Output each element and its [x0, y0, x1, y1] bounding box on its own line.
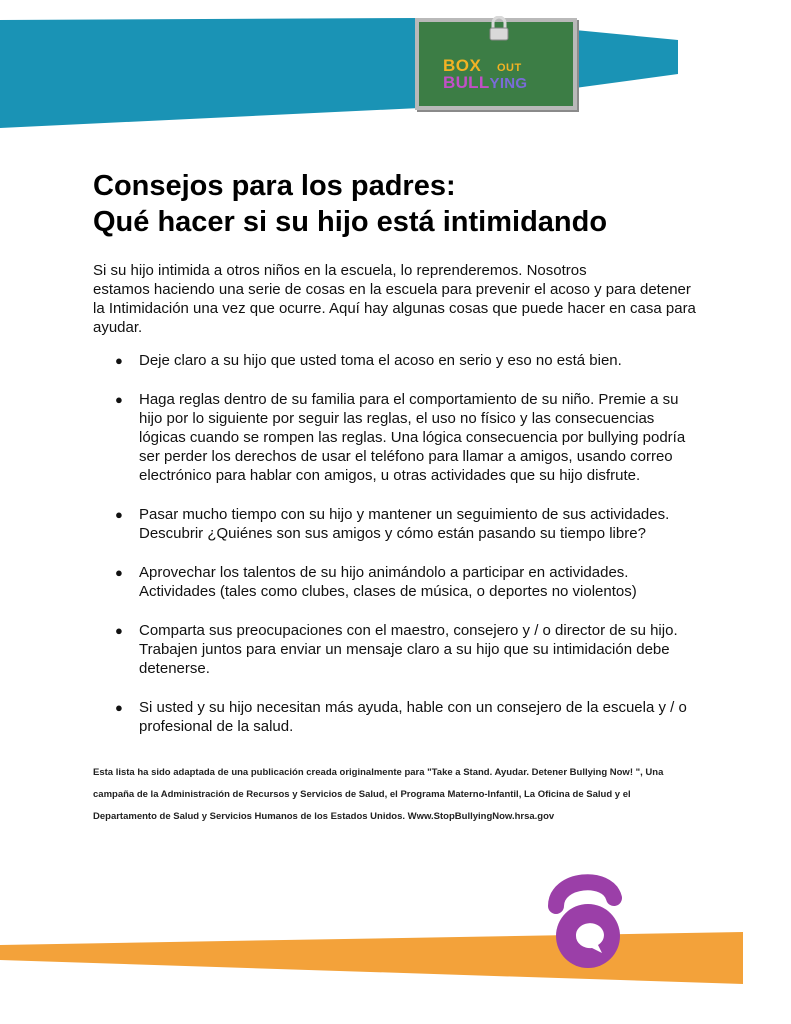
- source-note: Esta lista ha sido adaptada de una publicación creada originalmente para "Take a Stand. Ayudar. Detener Bullying Now! ", Una campaña de la Administración de Recursos y Servicios de Salud, el Programa Materno-Infantil, La Oficina de Salud y el Departamento de Salud y Servicios Humanos de los Estados Unidos. Www.StopBullyingNow.hrsa.gov: [93, 767, 664, 822]
- tip-item: [93, 698, 703, 736]
- tip-text: Pasar mucho tiempo con su hijo y mantener un seguimiento de sus actividades. Descubrir ¿Quiénes son sus amigos y cómo están pasando su tiempo libre?: [139, 506, 670, 542]
- padlock-icon: [487, 16, 511, 42]
- bullet-icon: ●: [115, 565, 123, 580]
- purple-padlock-icon: [536, 872, 640, 972]
- bottom-orange-band: [0, 860, 791, 1024]
- tip-text: Haga reglas dentro de su familia para el comportamiento de su niño. Premie a su hijo por lo siguiente por seguir las reglas, el uso no físico y las consecuencias lógicas cuando se rompen las reglas. Una lógica consecuencia por bullying podría ser perder los derechos de usar el teléfono para llamar a amigos, usando correo electrónico para hablar con amigos, u otras actividades que su hijo disfrute.: [139, 391, 686, 484]
- page-title: [93, 168, 607, 240]
- tip-text: Deje claro a su hijo que usted toma el acoso en serio y eso no está bien.: [139, 352, 622, 369]
- tips-list: [93, 351, 703, 756]
- tip-text: Si usted y su hijo necesitan más ayuda, hable con un consejero de la escuela y / o profesional de la salud.: [139, 699, 687, 735]
- intro-rest: estamos haciendo una serie de cosas en la escuela para prevenir el acoso y para detener la Intimidación una vez que ocurre. Aquí hay algunas cosas que puede hacer en casa para ayudar.: [93, 281, 696, 336]
- title-line-2: Qué hacer si su hijo está intimidando: [93, 206, 608, 238]
- top-teal-banner: [0, 0, 791, 135]
- bullet-icon: ●: [115, 700, 123, 715]
- logo-word-out: OUT: [497, 62, 522, 74]
- tip-item: [93, 390, 703, 485]
- tip-item: [93, 505, 703, 543]
- bullet-icon: ●: [115, 623, 123, 638]
- tip-item: [93, 621, 703, 678]
- tip-item: [93, 351, 703, 370]
- bullet-icon: ●: [115, 507, 123, 522]
- logo-word-bullying: BULLYING: [443, 73, 528, 92]
- bullet-icon: ●: [115, 353, 123, 368]
- intro-paragraph: [93, 261, 703, 337]
- tip-text: Comparta sus preocupaciones con el maestro, consejero y / o director de su hijo. Trabajen juntos para enviar un mensaje claro a su hijo que su intimidación debe detenerse.: [139, 622, 678, 677]
- tip-item: [93, 563, 703, 601]
- bullet-icon: ●: [115, 392, 123, 407]
- tip-text: Aprovechar los talentos de su hijo animándolo a participar en actividades. Actividades (tales como clubes, clases de música, o deportes no violentos): [139, 564, 637, 600]
- intro-line-1: Si su hijo intimida a otros niños en la escuela, lo reprenderemos. Nosotros: [93, 262, 587, 279]
- logo-word-box: BOX: [443, 56, 482, 75]
- box-out-bullying-logo: [415, 18, 577, 110]
- title-line-1: Consejos para los padres:: [93, 170, 456, 202]
